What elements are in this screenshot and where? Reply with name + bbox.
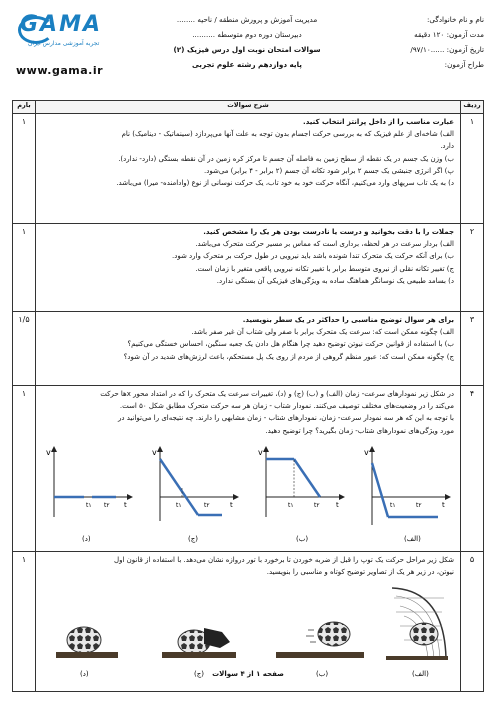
question-row-1 [13, 114, 484, 224]
gama-logo [12, 8, 142, 54]
question-line: ج) چگونه ممکن است که: عبور منظم گروهی از مردم از روی یک پل مستحکم، باعث لرزش‌های شدید در آن شود؟ [123, 352, 454, 361]
graph-caption: (ب) [296, 534, 309, 543]
image-a-ball-in-net [386, 588, 448, 678]
graph-a [364, 448, 448, 543]
exam-date: تاریخ آزمون: ......۹۷/۱۰/ [410, 45, 484, 54]
question-row-2 [13, 224, 484, 312]
question-line: برای هر سوال توضیح مناسبی را حداکثر در یک سطر بنویسید. [242, 316, 454, 324]
axis-t-label: t [336, 500, 339, 509]
question-line: می‌کند را در وضعیت‌های مختلف توصیف می‌کنند. نمودار شتاب - زمان هر سه حرکت متحرک مطابق شکل ۵۰ است. [119, 402, 454, 411]
axis-v-label: v [364, 447, 369, 457]
tick-t1: t۱ [288, 501, 294, 509]
header-right [344, 12, 484, 72]
ground [276, 652, 364, 658]
student-name-field: نام و نام خانوادگی: [427, 15, 484, 24]
tick-t2: t۲ [104, 501, 110, 509]
ground [56, 652, 118, 658]
question-number: ۴ [461, 386, 484, 552]
question-score: ۱/۵ [13, 312, 36, 386]
questions-table [12, 100, 484, 692]
tick-t1: t۱ [86, 501, 92, 509]
question-line: الف) چگونه ممکن است که: سرعت یک متحرک برابر با صفر ولی شتاب آن غیر صفر باشد. [191, 328, 454, 337]
soccer-ball-icon [67, 627, 101, 653]
question-number: ۱ [461, 114, 484, 224]
graph-caption: (ج) [188, 534, 198, 543]
question-line: با توجه به این که هر سه نمودار سرعت- زمان، نمودارهای شتاب - زمان مشابهی را دارند. چه نتیجه‌ای را می‌توانید در [118, 414, 454, 423]
question-score: ۱ [13, 224, 36, 312]
ball-stages-svg [44, 578, 454, 682]
graph-c [152, 448, 236, 543]
exam-designer: طراح آزمون: [444, 60, 484, 69]
image-caption: (د) [80, 670, 89, 679]
header-middle [152, 12, 342, 72]
graph-caption: (د) [82, 534, 91, 543]
header-score: بارم [13, 101, 36, 114]
question-row-4 [13, 386, 484, 552]
question-line: نیوتن، در زیر هر یک از تصاویر توضیح کوتاه و مناسبی را بنویسید. [266, 568, 454, 577]
question-number: ۳ [461, 312, 484, 386]
image-caption: (ب) [316, 670, 329, 679]
question-line: شکل زیر مراحل حرکت یک توپ را قبل از ضربه خوردن تا برخورد با تور دروازه نشان می‌دهد. با استفاده از قانون اول [114, 556, 454, 564]
velocity-time-graphs [42, 437, 454, 549]
exam-header [12, 8, 484, 100]
tick-t2: t۲ [416, 501, 422, 509]
header-mid-line: سوالات امتحان نوبت اول درس فیزیک (۲) [173, 45, 321, 54]
question-line: ب) وزن یک جسم در یک نقطه از سطح زمین به فاصله آن جسم تا مرکز کره زمین در آن نقطه بستگی (دارد- ندارد). [118, 154, 454, 163]
exam-duration: مدت آزمون: ۱۲۰ دقیقه [414, 30, 484, 39]
question-line: مورد ویژگی‌های نمودارهای شتاب- زمان بگیرید؟ چرا توضیح دهید. [265, 426, 454, 435]
question-line: ب) برای آنکه حرکت یک متحرک تندا شونده باشد باید نیرویی در طول حرکت بر متحرک وارد شود. [171, 252, 454, 261]
image-caption: (ج) [194, 670, 204, 679]
image-caption: (الف) [412, 670, 429, 679]
page-footer: صفحه ۱ از ۴ سوالات [212, 670, 284, 678]
tick-t2: t۲ [204, 501, 210, 509]
graph-b [258, 448, 342, 543]
soccer-ball-icon [318, 622, 350, 646]
question-line: در شکل زیر نمودارهای سرعت- زمان (الف) و (ب) (ج) و (د)، تغییرات سرعت یک متحرک را که در امتداد محور xها حرکت [100, 390, 454, 398]
header-row-number: ردیف [461, 101, 484, 114]
graph-caption: (الف) [404, 534, 421, 543]
header-mid-line: پایه دوازدهم رشته علوم تجربی [192, 60, 302, 69]
question-score: ۱ [13, 386, 36, 552]
ball-stages-images [42, 578, 454, 682]
question-body [36, 224, 461, 312]
header-left [12, 8, 142, 77]
axis-v-label: v [152, 447, 157, 457]
question-row-3 [13, 312, 484, 386]
axis-t-label: t [230, 500, 233, 509]
header-mid-line: مدیریت آموزش و پرورش منطقه / ناحیه ........ [176, 15, 318, 24]
question-score: ۱ [13, 552, 36, 692]
question-line: الف) بردار سرعت در هر لحظه، برداری است که مماس بر مسیر حرکت متحرک می‌باشد. [195, 240, 454, 249]
question-line: جملات را با دقت بخوانید و درست یا نادرست بودن هر یک را مشخص کنید. [203, 228, 454, 236]
tick-t2: t۲ [314, 501, 320, 509]
question-line: پ) اگر انرژی جنبشی یک جسم ۲ برابر شود تکانه آن جسم (۲ برابر - ۴ برابر) می‌شود. [204, 166, 454, 175]
graph-d [46, 448, 130, 543]
exam-page [12, 8, 484, 692]
axis-v-label: v [46, 447, 51, 457]
question-body [36, 312, 461, 386]
question-score: ۱ [13, 114, 36, 224]
soccer-ball-icon [410, 623, 438, 645]
question-line: ج) تغییر تکانه نقلی از نیروی متوسط برابر با تغییر تکانه نیرویی پاقعی متغیر با زمان است. [195, 264, 454, 273]
logo-word: GAMA [20, 12, 103, 37]
logo-subtitle: تجربه آموزشی مدارس ایران [28, 40, 100, 47]
question-line: د) بسامد طبیعی یک نوسانگر هماهنگ ساده به ویژگی‌های فیزیکی آن بستگی ندارد. [216, 276, 454, 285]
question-line: عبارت مناسب را از داخل پرانتز انتخاب کنید. [303, 118, 454, 126]
goal-net-icon [392, 588, 446, 658]
axis-t-label: t [124, 500, 127, 509]
question-number: ۲ [461, 224, 484, 312]
graph-line [294, 459, 320, 497]
motion-lines-icon [306, 630, 316, 642]
question-line: الف) شاخه‌ای از علم فیزیک که به بررسی حرکت اجسام بدون توجه به علت آنها می‌پردازد (سینماتیک - دینامیک) نام [121, 130, 454, 139]
ground [386, 656, 448, 660]
vt-graphs-svg [44, 437, 454, 549]
header-description: شرح سوالات [36, 101, 461, 114]
question-line: د) به یک تاب سریهای وارد می‌کنیم، آنگاه حرکت خود به خود تاب، یک حرکت نوسانی از نوع (وادامنده- میرا) می‌باشد. [116, 179, 454, 188]
table-header-row [13, 101, 484, 114]
site-url: www.gama.ir [16, 64, 104, 77]
question-body [36, 114, 461, 224]
tick-t1: t۱ [176, 501, 182, 509]
question-line: ب) با استفاده از قوانین حرکت نیوتن توضیح دهید چرا هنگام هل دادن یک جعبه سنگین، احساس خستگی می‌کنیم؟ [127, 340, 454, 349]
question-body [36, 386, 461, 552]
tick-t1: t۱ [390, 501, 396, 509]
question-number: ۵ [461, 552, 484, 692]
ground [162, 652, 236, 658]
axis-t-label: t [442, 500, 445, 509]
graph-line [372, 463, 388, 517]
axis-v-label: v [258, 447, 263, 457]
header-mid-line: دبیرستان دوره دوم متوسطه .......... [192, 30, 302, 39]
question-line: دارد. [440, 142, 454, 151]
